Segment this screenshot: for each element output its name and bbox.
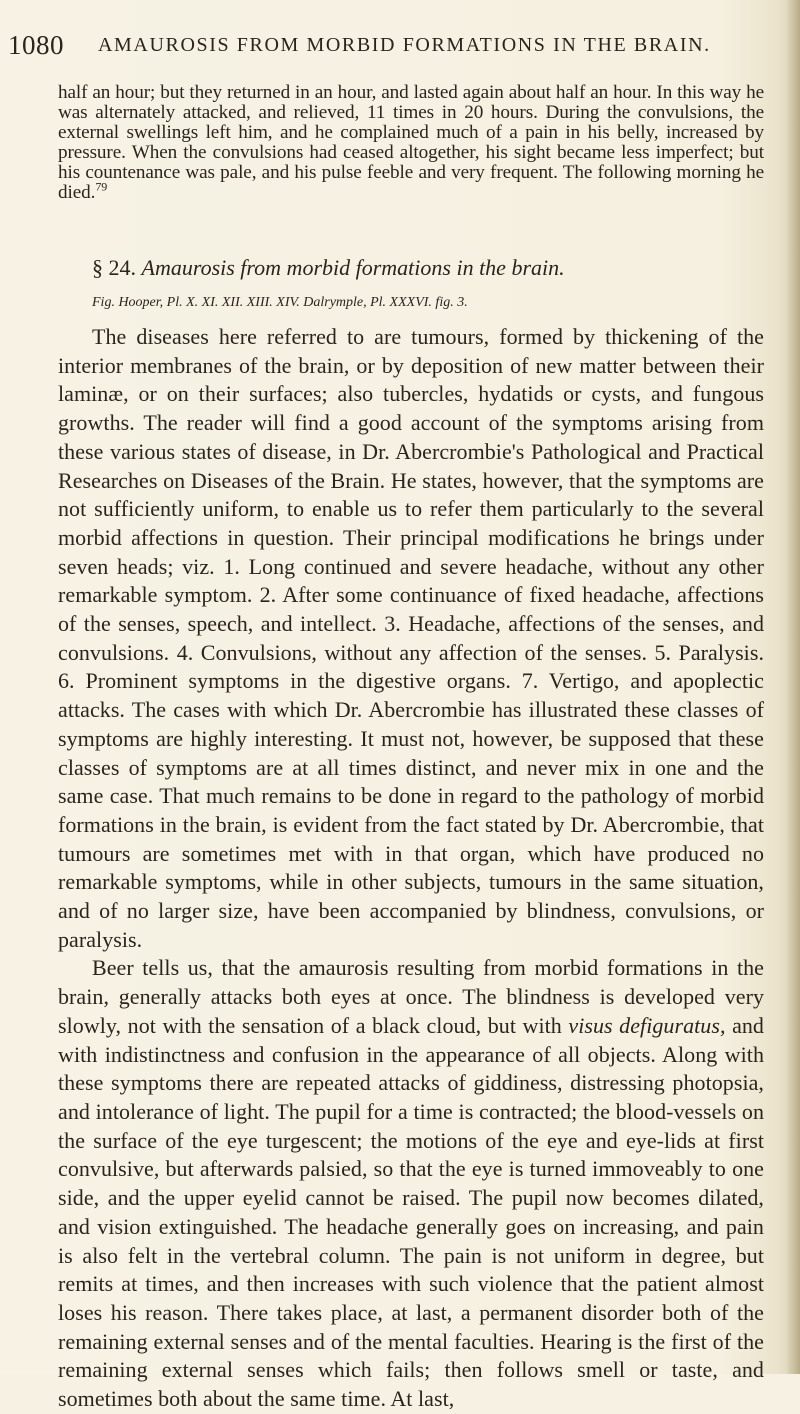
paragraph-diseases: The diseases here referred to are tumours, formed by thickening of the interior membranes of the brain, or by deposition of new matter between their laminæ, or on their surfaces; also tubercles, hydatids or cysts, and fungous growths. The reader will find a good account of the symptoms arising from these various states of disease, in Dr. Abercrombie's Pathological and Practical Researches on Diseases of the Brain. He states, however, that the symptoms are not sufficiently uniform, to enable us to refer them particularly to the several morbid affections in question. Their principal modifications he brings under seven heads; viz. 1. Long continued and severe headache, without any other remarkable symptom. 2. After some continuance of fixed headache, affections of the senses, speech, and intellect. 3. Headache, affections of the senses, and convulsions. 4. Convulsions, without any affection of the senses. 5. Paralysis. 6. Prominent symptoms in the digestive organs. 7. Vertigo, and apoplectic attacks. The cases with which Dr. Abercrombie has illustrated these classes of symptoms are highly interesting. It must not, however, be supposed that these classes of symptoms are at all times distinct, and never mix in one and the same case. That much remains to be done in regard to the pathology of morbid formations in the brain, is evident from the fact stated by Dr. Abercrombie, that tumours are sometimes met with in that organ, which have produced no remarkable symptoms, while in other subjects, tumours in the same situation, and of no larger size, have been accompanied by blindness, convulsions, or paralysis. — [58, 324, 764, 952]
section-number: § 24. — [92, 255, 136, 280]
running-head — [8, 30, 778, 70]
running-title: AMAUROSIS FROM MORBID FORMATIONS IN THE BRAIN. — [98, 34, 711, 56]
paragraph-beer-part-a: Beer tells us, that the amaurosis resulting from morbid formations in the brain, generally attacks both eyes at once. The blindness is developed very slowly, not with the sensation of a black cloud, but with — [58, 955, 764, 1038]
case-continuation-text: half an hour; but they returned in an hour, and lasted again about half an hour. In this way he was alternately attacked, and relieved, 11 times in 20 hours. During the convulsions, the external swellings left him, and he complained much of a pain in his belly, increased by pressure. When the convulsions had ceased altogether, his sight became less imperfect; but his countenance was pale, and his pulse feeble and very frequent. The following morning he died. — [58, 82, 764, 203]
paragraph-beer — [58, 954, 764, 1413]
case-continuation — [58, 83, 764, 203]
section-title: Amaurosis from morbid formations in the brain. — [141, 255, 565, 280]
paragraph-beer-part-b: and with indistinctness and confusion in the appearance of all objects. Along with these symptoms there are repeated attacks of giddiness, distressing photopsia, and intolerance of light. The pupil for a time is contracted; the blood-vessels on the surface of the eye turgescent; the motions of the eye and eye-lids at first convulsive, but afterwards palsied, so that the eye is turned immoveably to one side, and the upper eyelid cannot be raised. The pupil now becomes dilated, and vision extinguished. The headache generally goes on increasing, and pain is also felt in the vertebral column. The pain is not uniform in degree, but remits at times, and then increases with such violence that the patient almost loses his reason. There takes place, at last, a permanent disorder both of the remaining external senses and of the mental faculties. Hearing is the first of the remaining external senses which fails; then follows smell or taste, and sometimes both about the same time. At last, — [58, 1012, 764, 1412]
page-edge-shadow — [786, 0, 800, 1374]
figure-references: Fig. Hooper, Pl. X. XI. XII. XIII. XIV. Dalrymple, Pl. XXXVI. fig. 3. — [92, 295, 468, 310]
section-heading — [92, 255, 565, 281]
page-number: 1080 — [8, 30, 64, 60]
footnote-mark: 79 — [95, 179, 108, 194]
body-text — [58, 323, 764, 1414]
term-visus-defiguratus: visus defiguratus, — [568, 1012, 726, 1038]
